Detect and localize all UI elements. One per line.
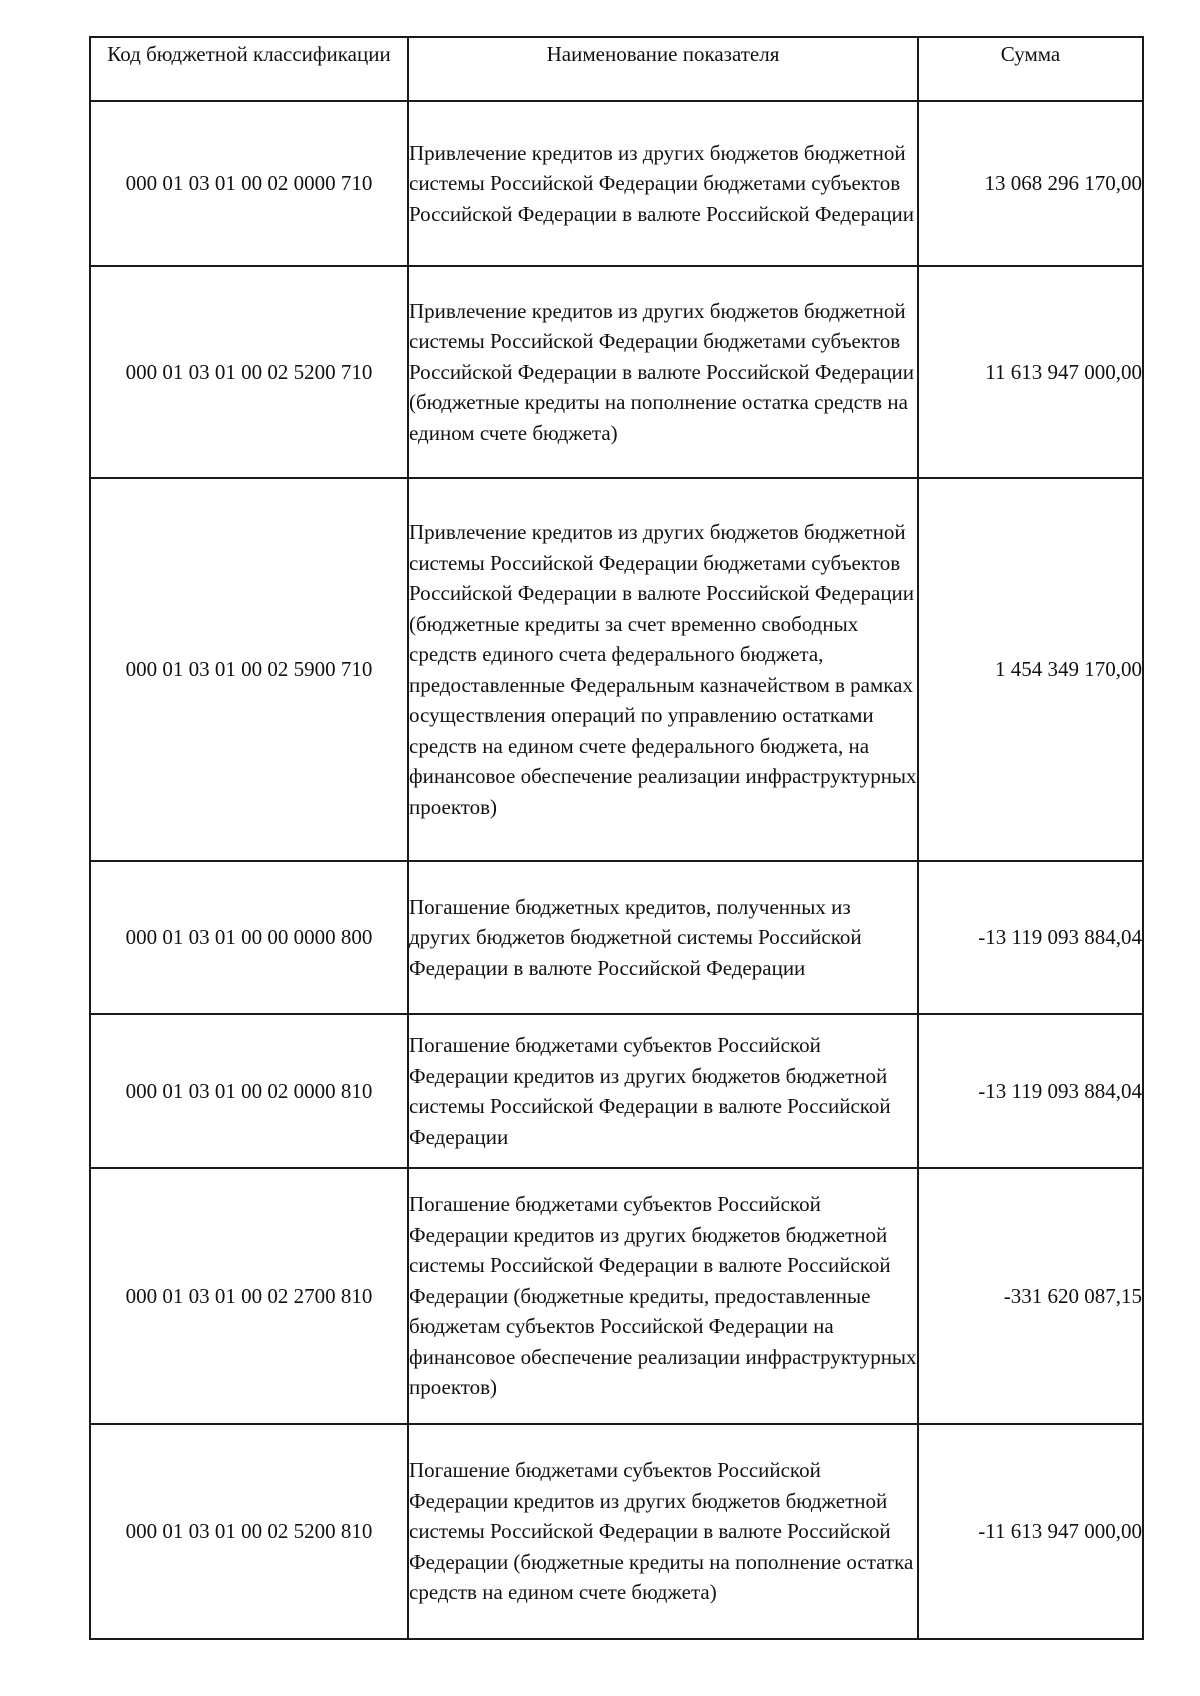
row-name: Погашение бюджетами субъектов Российской Федерации кредитов из других бюджетов бюджетной системы Российской Федерации в валюте Российской Федерации (бюджетные кредиты на пополнение остатка средств на едином счете бюджета) <box>408 1424 918 1639</box>
row-name: Погашение бюджетами субъектов Российской Федерации кредитов из других бюджетов бюджетной системы Российской Федерации в валюте Российской Федерации <box>408 1014 918 1168</box>
row-sum: 11 613 947 000,00 <box>918 266 1143 478</box>
row-code: 000 01 03 01 00 02 2700 810 <box>90 1168 408 1424</box>
row-sum: -11 613 947 000,00 <box>918 1424 1143 1639</box>
row-sum: -331 620 087,15 <box>918 1168 1143 1424</box>
table-row <box>90 1168 1143 1424</box>
row-code: 000 01 03 01 00 02 0000 710 <box>90 101 408 266</box>
row-name: Погашение бюджетами субъектов Российской Федерации кредитов из других бюджетов бюджетной системы Российской Федерации в валюте Российской Федерации (бюджетные кредиты, предоставленные бюджетам субъектов Российской Федерации на финансовое обеспечение реализации инфраструктурных проектов) <box>408 1168 918 1424</box>
header-sum: Сумма <box>918 37 1143 101</box>
table-row <box>90 1424 1143 1639</box>
row-name: Привлечение кредитов из других бюджетов бюджетной системы Российской Федерации бюджетами субъектов Российской Федерации в валюте Российской Федерации (бюджетные кредиты за счет временно свободных средств единого счета федерального бюджета, предоставленные Федеральным казначейством в рамках осуществления операций по управлению остатками средств на едином счете федерального бюджета, на финансовое обеспечение реализации инфраструктурных проектов) <box>408 478 918 861</box>
row-name: Привлечение кредитов из других бюджетов бюджетной системы Российской Федерации бюджетами субъектов Российской Федерации в валюте Российской Федерации (бюджетные кредиты на пополнение остатка средств на едином счете бюджета) <box>408 266 918 478</box>
budget-sources-table <box>89 36 1144 1640</box>
header-code: Код бюджетной классификации <box>90 37 408 101</box>
row-name: Погашение бюджетных кредитов, полученных из других бюджетов бюджетной системы Российской Федерации в валюте Российской Федерации <box>408 861 918 1014</box>
row-code: 000 01 03 01 00 02 0000 810 <box>90 1014 408 1168</box>
table-header-row <box>90 37 1143 101</box>
table-row <box>90 101 1143 266</box>
row-sum: -13 119 093 884,04 <box>918 1014 1143 1168</box>
row-code: 000 01 03 01 00 02 5900 710 <box>90 478 408 861</box>
row-sum: 13 068 296 170,00 <box>918 101 1143 266</box>
table-row <box>90 1014 1143 1168</box>
row-code: 000 01 03 01 00 02 5200 810 <box>90 1424 408 1639</box>
table-row <box>90 266 1143 478</box>
row-sum: 1 454 349 170,00 <box>918 478 1143 861</box>
header-name: Наименование показателя <box>408 37 918 101</box>
table-row <box>90 478 1143 861</box>
table-row <box>90 861 1143 1014</box>
row-name: Привлечение кредитов из других бюджетов бюджетной системы Российской Федерации бюджетами субъектов Российской Федерации в валюте Российской Федерации <box>408 101 918 266</box>
row-code: 000 01 03 01 00 00 0000 800 <box>90 861 408 1014</box>
row-code: 000 01 03 01 00 02 5200 710 <box>90 266 408 478</box>
row-sum: -13 119 093 884,04 <box>918 861 1143 1014</box>
